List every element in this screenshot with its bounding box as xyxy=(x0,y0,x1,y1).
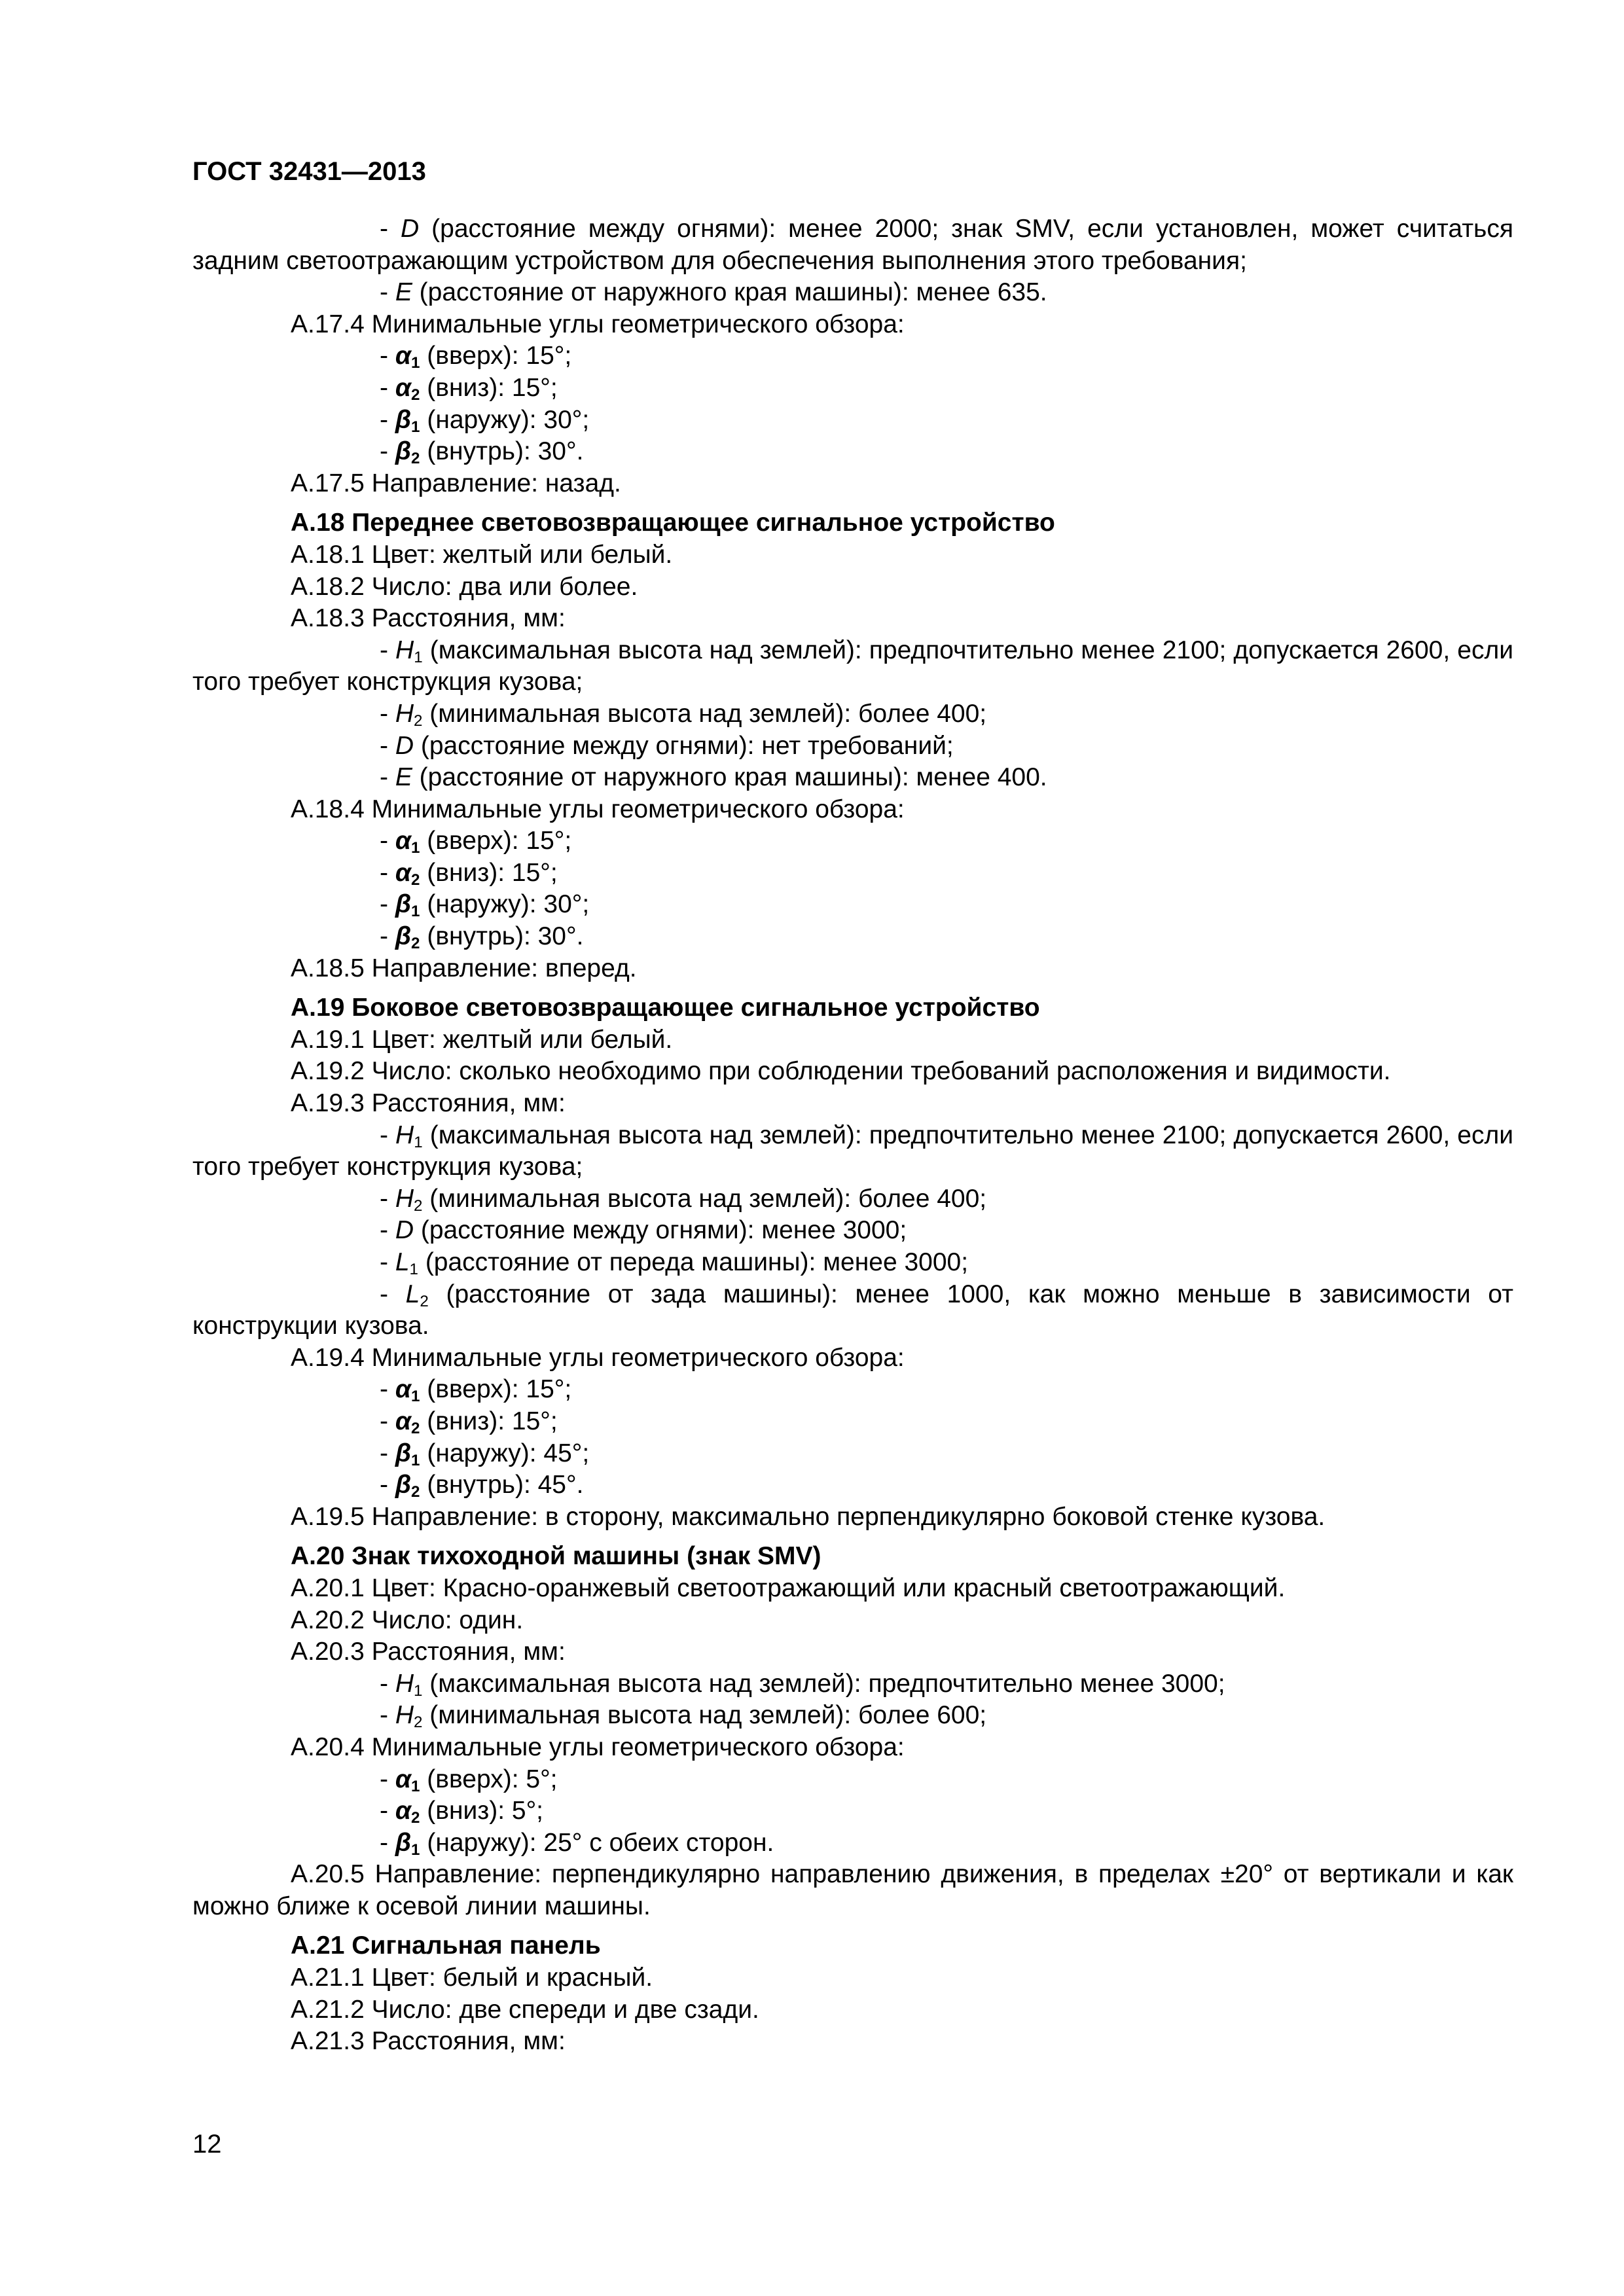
paragraph: А.20.1 Цвет: Красно-оранжевый светоотражающий или красный светоотражающий. xyxy=(291,1573,1286,1602)
section-heading: А.19 Боковое световозвращающее сигнальное устройство xyxy=(291,994,1040,1022)
paragraph: - $H_1$ (максимальная высота над землей): предпочтительно менее 3000; xyxy=(380,1669,1225,1700)
paragraph: А.18.1 Цвет: желтый или белый. xyxy=(291,540,673,569)
paragraph: А.20.2 Число: один. xyxy=(291,1605,524,1634)
paragraph: А.20.3 Расстояния, мм: xyxy=(291,1638,566,1666)
paragraph: - $\beta_1$ (наружу): 30°; xyxy=(380,890,590,921)
paragraph: А.18.5 Направление: вперед. xyxy=(291,954,637,982)
section-heading: А.20 Знак тихоходной машины (знак SMV) xyxy=(291,1542,821,1571)
paragraph: - D (расстояние между огнями): нет требований; xyxy=(380,731,954,760)
paragraph: А.19.3 Расстояния, мм: xyxy=(291,1089,566,1118)
paragraph: А.19.5 Направление: в сторону, максимально перпендикулярно боковой стенке кузова. xyxy=(291,1502,1326,1531)
paragraph: - $\beta_2$ (внутрь): 30°. xyxy=(380,437,584,468)
page-number: 12 xyxy=(192,2130,222,2159)
paragraph: - $\alpha_2$ (вниз): 15°; xyxy=(380,373,558,404)
paragraph: - $\alpha_1$ (вверх): 15°; xyxy=(380,1375,572,1406)
paragraph: - $\alpha_1$ (вверх): 15°; xyxy=(380,342,572,372)
paragraph: А.19.1 Цвет: желтый или белый. xyxy=(291,1025,673,1054)
paragraph: - $\alpha_2$ (вниз): 5°; xyxy=(380,1797,543,1827)
paragraph: - $H_1$ (максимальная высота над землей): предпочтительно менее 2100; допускается 2600, если того требует конструкция кузова; xyxy=(192,1121,1513,1181)
paragraph: А.20.4 Минимальные углы геометрического обзора: xyxy=(291,1732,905,1761)
paragraph: - $\alpha_1$ (вверх): 15°; xyxy=(380,827,572,857)
section-heading: А.21 Сигнальная панель xyxy=(291,1931,601,1960)
paragraph: - E (расстояние от наружного края машины): менее 400. xyxy=(380,763,1047,792)
paragraph: А.21.1 Цвет: белый и красный. xyxy=(291,1964,653,1992)
paragraph: - $\alpha_2$ (вниз): 15°; xyxy=(380,1407,558,1437)
paragraph: А.17.4 Минимальные углы геометрического обзора: xyxy=(291,310,905,338)
paragraph: А.19.4 Минимальные углы геометрического обзора: xyxy=(291,1343,905,1372)
paragraph: - $\beta_2$ (внутрь): 45°. xyxy=(380,1471,584,1501)
paragraph: - $\alpha_1$ (вверх): 5°; xyxy=(380,1765,558,1795)
paragraph: - $\alpha_2$ (вниз): 15°; xyxy=(380,858,558,889)
paragraph: А.18.4 Минимальные углы геометрического обзора: xyxy=(291,795,905,823)
paragraph: А.19.2 Число: сколько необходимо при соблюдении требований расположения и видимости. xyxy=(291,1057,1391,1086)
paragraph: - E (расстояние от наружного края машины): менее 635. xyxy=(380,278,1047,307)
paragraph: - $H_2$ (минимальная высота над землей): более 400; xyxy=(380,1184,987,1215)
section-heading: А.18 Переднее световозвращающее сигнальное устройство xyxy=(291,509,1055,537)
paragraph: - $\beta_1$ (наружу): 25° с обеих сторон. xyxy=(380,1828,774,1859)
paragraph: А.21.3 Расстояния, мм: xyxy=(291,2027,566,2056)
paragraph: - $H_2$ (минимальная высота над землей): более 600; xyxy=(380,1701,987,1732)
paragraph: А.18.3 Расстояния, мм: xyxy=(291,604,566,633)
paragraph: А.17.5 Направление: назад. xyxy=(291,469,621,497)
paragraph: - $H_1$ (максимальная высота над землей): предпочтительно менее 2100; допускается 2600, если того требует конструкция кузова; xyxy=(192,636,1513,696)
paragraph: А.18.2 Число: два или более. xyxy=(291,572,638,601)
document-body xyxy=(192,213,1513,2058)
paragraph: - $\beta_2$ (внутрь): 30°. xyxy=(380,922,584,953)
paragraph: - $L_2$ (расстояние от зада машины): менее 1000, как можно меньше в зависимости от конструкции кузова. xyxy=(192,1280,1513,1340)
paragraph: А.20.5 Направление: перпендикулярно направлению движения, в пределах ±20° от вертикали и как можно ближе к осевой линии машины. xyxy=(192,1860,1513,1920)
paragraph: - $L_1$ (расстояние от переда машины): менее 3000; xyxy=(380,1248,969,1279)
paragraph: - D (расстояние между огнями): менее 2000; знак SMV, если установлен, может считаться задним светоотражающим устройством для обеспечения выполнения этого требования; xyxy=(192,215,1513,275)
page-header: ГОСТ 32431—2013 xyxy=(192,157,426,186)
paragraph: - D (расстояние между огнями): менее 3000; xyxy=(380,1216,907,1245)
paragraph: - $\beta_1$ (наружу): 45°; xyxy=(380,1439,590,1469)
paragraph: А.21.2 Число: две спереди и две сзади. xyxy=(291,1995,759,2024)
paragraph: - $\beta_1$ (наружу): 30°; xyxy=(380,405,590,436)
paragraph: - $H_2$ (минимальная высота над землей): более 400; xyxy=(380,699,987,730)
